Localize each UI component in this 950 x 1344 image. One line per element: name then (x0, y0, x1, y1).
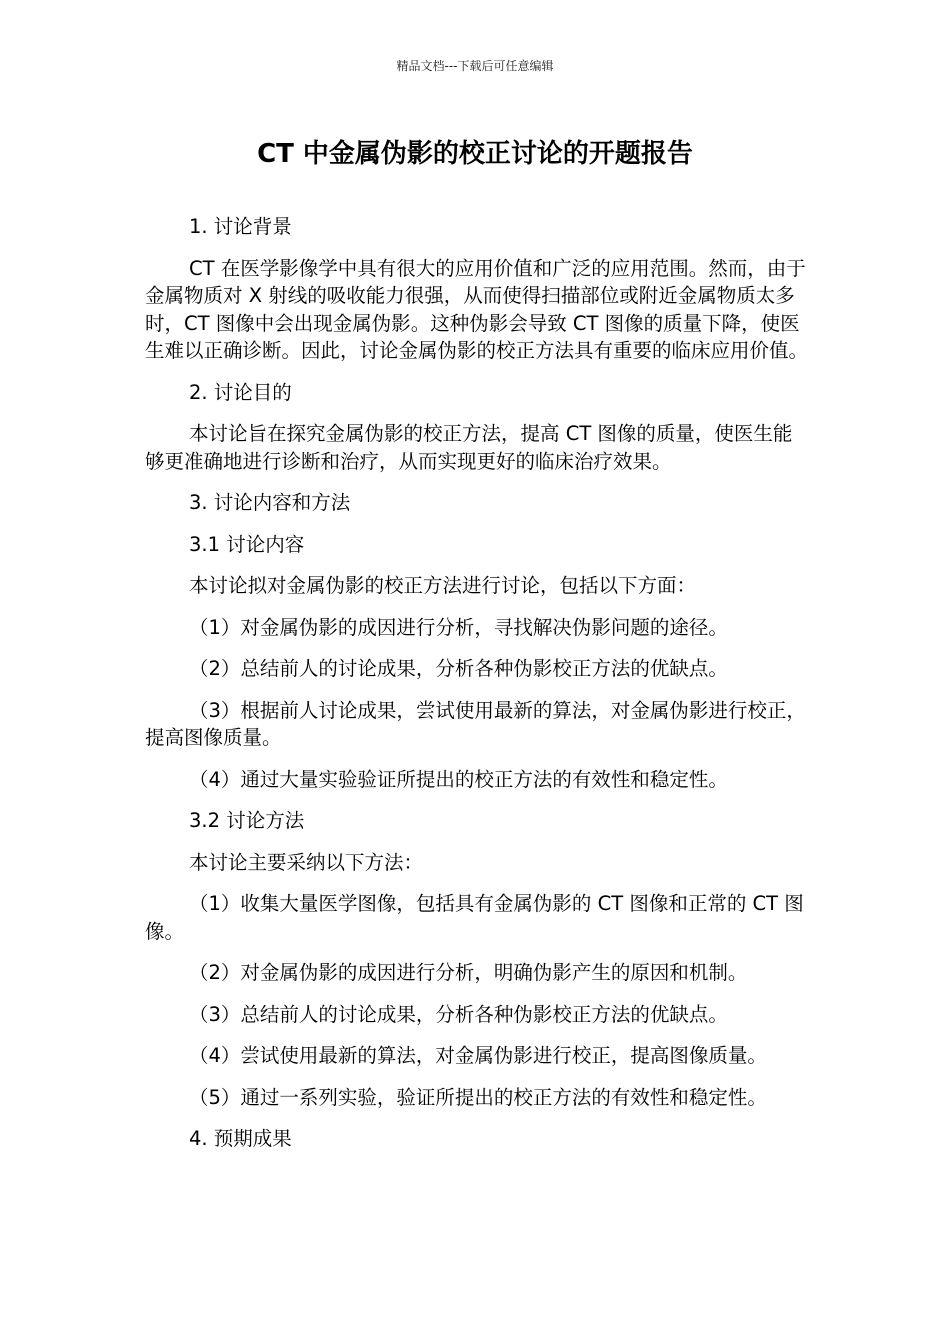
document-title: CT 中金属伪影的校正讨论的开题报告 (257, 139, 693, 169)
list-item: （1）对金属伪影的成因进行分析，寻找解决伪影问题的途径。 (189, 615, 728, 639)
section-3-1-heading: 3.1 讨论内容 (189, 532, 305, 556)
section-3-1-intro: 本讨论拟对金属伪影的校正方法进行讨论，包括以下方面： (189, 574, 697, 597)
document-body (145, 213, 810, 1167)
section-3-heading: 3. 讨论内容和方法 (189, 491, 351, 514)
section-1-paragraph: CT 在医学影像学中具有很大的应用价值和广泛的应用范围。然而，由于金属物质对 X 射线的吸收能力很强，从而使得扫描部位或附近金属物质太多时，CT 图像中会出现金属伪影。这种伪影会导致 CT 图像的质量下降，使医生难以正确诊断。因此，讨论金属伪影的校正方法具有重要的临床应用价值。 (145, 256, 809, 362)
list-item: （1）收集大量医学图像，包括具有金属伪影的 CT 图像和正常的 CT 图像。 (145, 892, 804, 943)
section-1-heading: 1. 讨论背景 (189, 215, 292, 238)
list-item: （4）尝试使用最新的算法，对金属伪影进行校正，提高图像质量。 (189, 1044, 767, 1067)
section-3-2-heading: 3.2 讨论方法 (189, 809, 305, 832)
section-3-2-intro: 本讨论主要采纳以下方法： (189, 850, 424, 874)
header-note: 精品文档---下载后可任意编辑 (396, 59, 554, 73)
list-item: （5）通过一系列实验，验证所提出的校正方法的有效性和稳定性。 (189, 1085, 767, 1109)
section-4-heading: 4. 预期成果 (189, 1127, 292, 1150)
list-item: （2）总结前人的讨论成果，分析各种伪影校正方法的优缺点。 (189, 657, 728, 680)
list-item: （2）对金属伪影的成因进行分析，明确伪影产生的原因和机制。 (189, 961, 748, 984)
list-item: （3）总结前人的讨论成果，分析各种伪影校正方法的优缺点。 (189, 1002, 728, 1026)
list-item: （3）根据前人讨论成果，尝试使用最新的算法，对金属伪影进行校正，提高图像质量。 (145, 698, 806, 749)
list-item: （4）通过大量实验验证所提出的校正方法的有效性和稳定性。 (189, 767, 728, 791)
section-2-paragraph: 本讨论旨在探究金属伪影的校正方法，提高 CT 图像的质量，使医生能够更准确地进行诊断和治疗，从而实现更好的临床治疗效果。 (145, 422, 793, 473)
section-2-heading: 2. 讨论目的 (189, 380, 292, 404)
